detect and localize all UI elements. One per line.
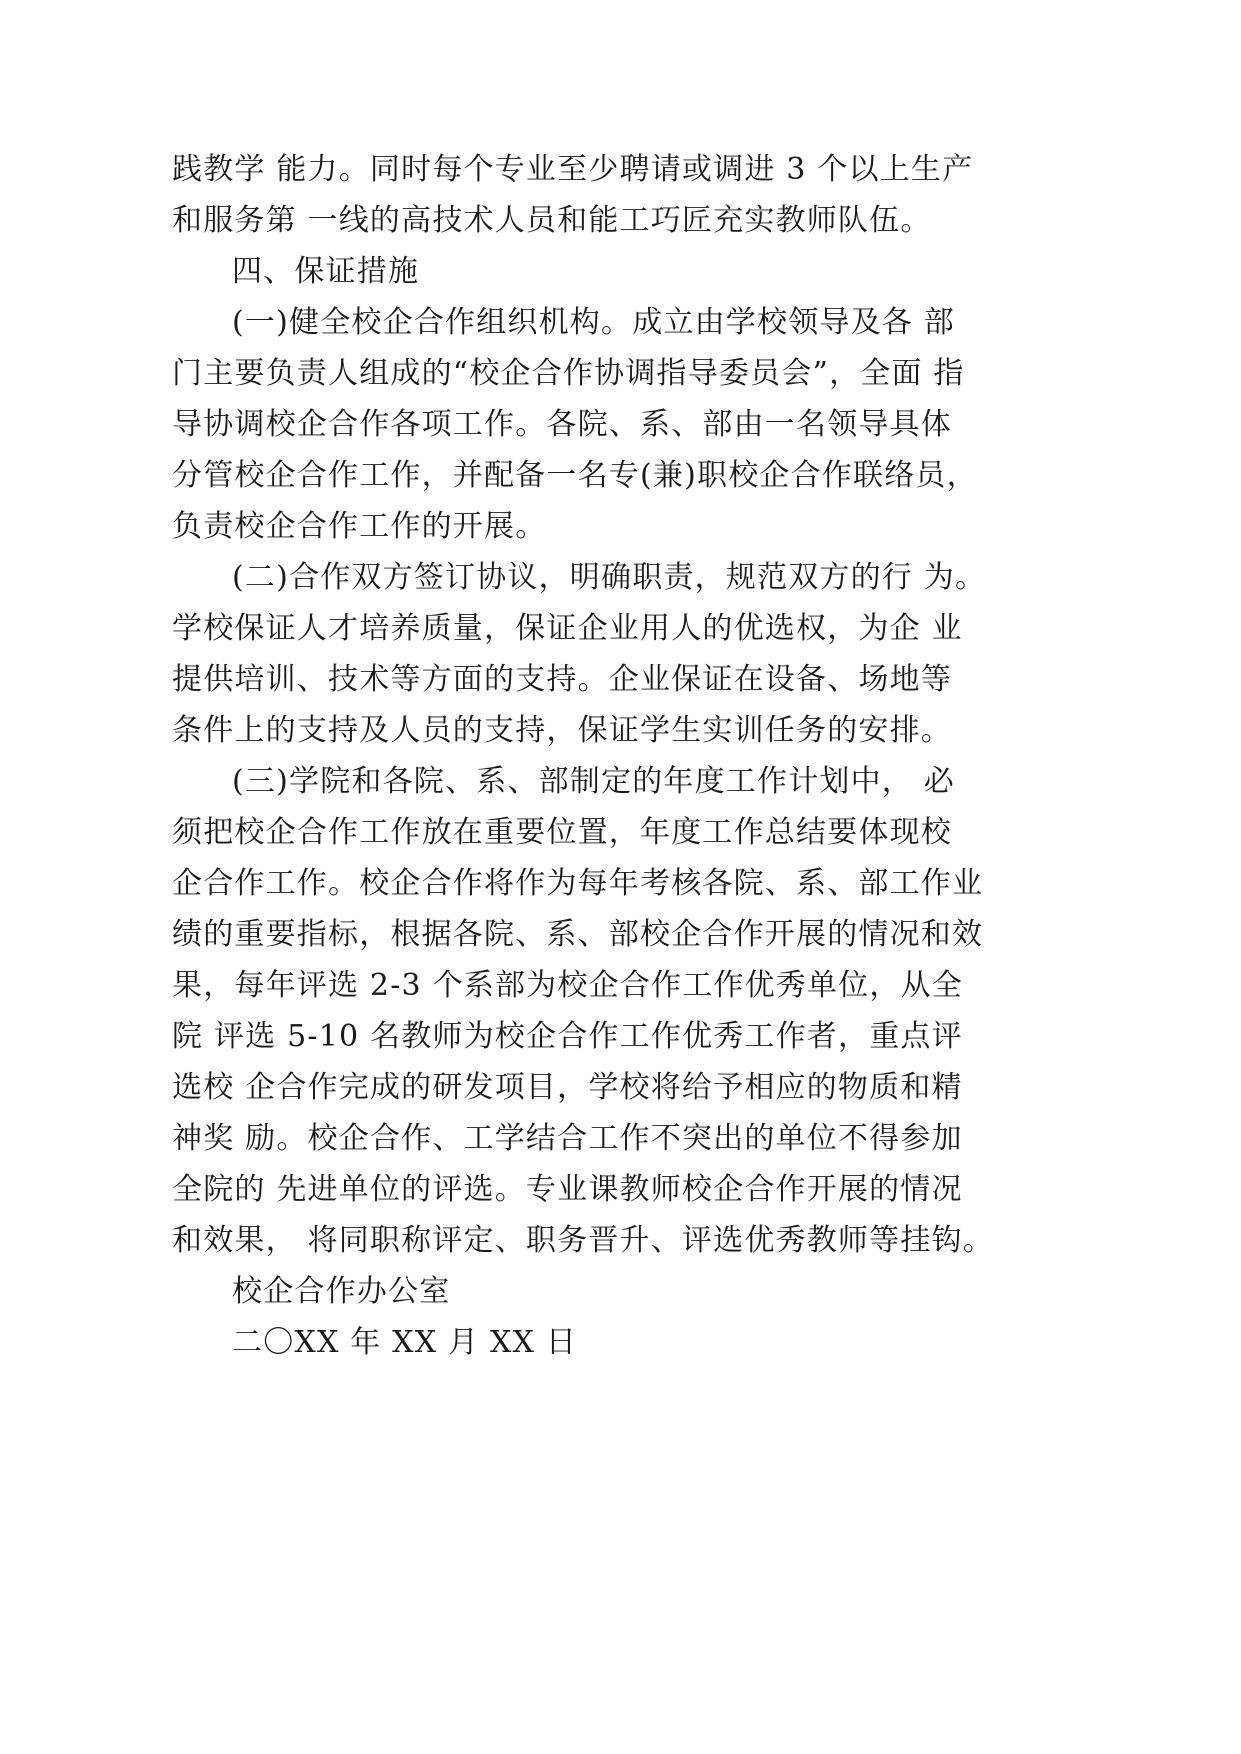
text-line-16: 绩的重要指标，根据各院、系、部校企合作开展的情况和效 xyxy=(172,917,984,952)
text-line-17: 果，每年评选 2-3 个系部为校企合作工作优秀单位，从全 xyxy=(172,968,963,1003)
text-line-20: 神奖 励。校企合作、工学结合工作不突出的单位不得参加 xyxy=(172,1121,963,1156)
text-line-18: 院 评选 5-10 名教师为校企合作工作优秀工作者，重点评 xyxy=(172,1019,963,1054)
text-line-21: 全院的 先进单位的评选。专业课教师校企合作开展的情况 xyxy=(172,1172,963,1207)
signature-office: 校企合作办公室 xyxy=(232,1274,451,1309)
text-line-10: 学校保证人才培养质量，保证企业用人的优选权，为企 业 xyxy=(172,611,963,646)
text-line-1: 践教学 能力。同时每个专业至少聘请或调进 3 个以上生产 xyxy=(172,152,974,187)
text-line-13: (三)学院和各院、系、部制定的年度工作计划中， 必 xyxy=(232,764,955,799)
text-line-22: 和效果， 将同职称评定、职务晋升、评选优秀教师等挂钩。 xyxy=(172,1223,994,1258)
text-line-6: 导协调校企合作各项工作。各院、系、部由一名领导具体 xyxy=(172,407,952,442)
text-line-19: 选校 企合作完成的研发项目，学校将给予相应的物质和精 xyxy=(172,1070,963,1105)
text-line-4: (一)健全校企合作组织机构。成立由学校领导及各 部 xyxy=(232,305,955,340)
text-line-9: (二)合作双方签订协议，明确职责，规范双方的行 为。 xyxy=(232,560,987,595)
text-line-15: 企合作工作。校企合作将作为每年考核各院、系、部工作业 xyxy=(172,866,984,901)
signature-date: 二〇XX 年 XX 月 XX 日 xyxy=(232,1325,578,1360)
text-line-14: 须把校企合作工作放在重要位置，年度工作总结要体现校 xyxy=(172,815,952,850)
text-line-8: 负责校企合作工作的开展。 xyxy=(172,509,547,544)
section-heading: 四、保证措施 xyxy=(232,254,420,289)
text-line-11: 提供培训、技术等方面的支持。企业保证在设备、场地等 xyxy=(172,662,952,697)
text-line-2: 和服务第 一线的高技术人员和能工巧匠充实教师队伍。 xyxy=(172,203,932,238)
text-line-12: 条件上的支持及人员的支持，保证学生实训任务的安排。 xyxy=(172,713,952,748)
text-line-7: 分管校企合作工作，并配备一名专(兼)职校企合作联络员， xyxy=(172,458,978,493)
text-line-5: 门主要负责人组成的“校企合作协调指导委员会”，全面 指 xyxy=(172,356,965,391)
